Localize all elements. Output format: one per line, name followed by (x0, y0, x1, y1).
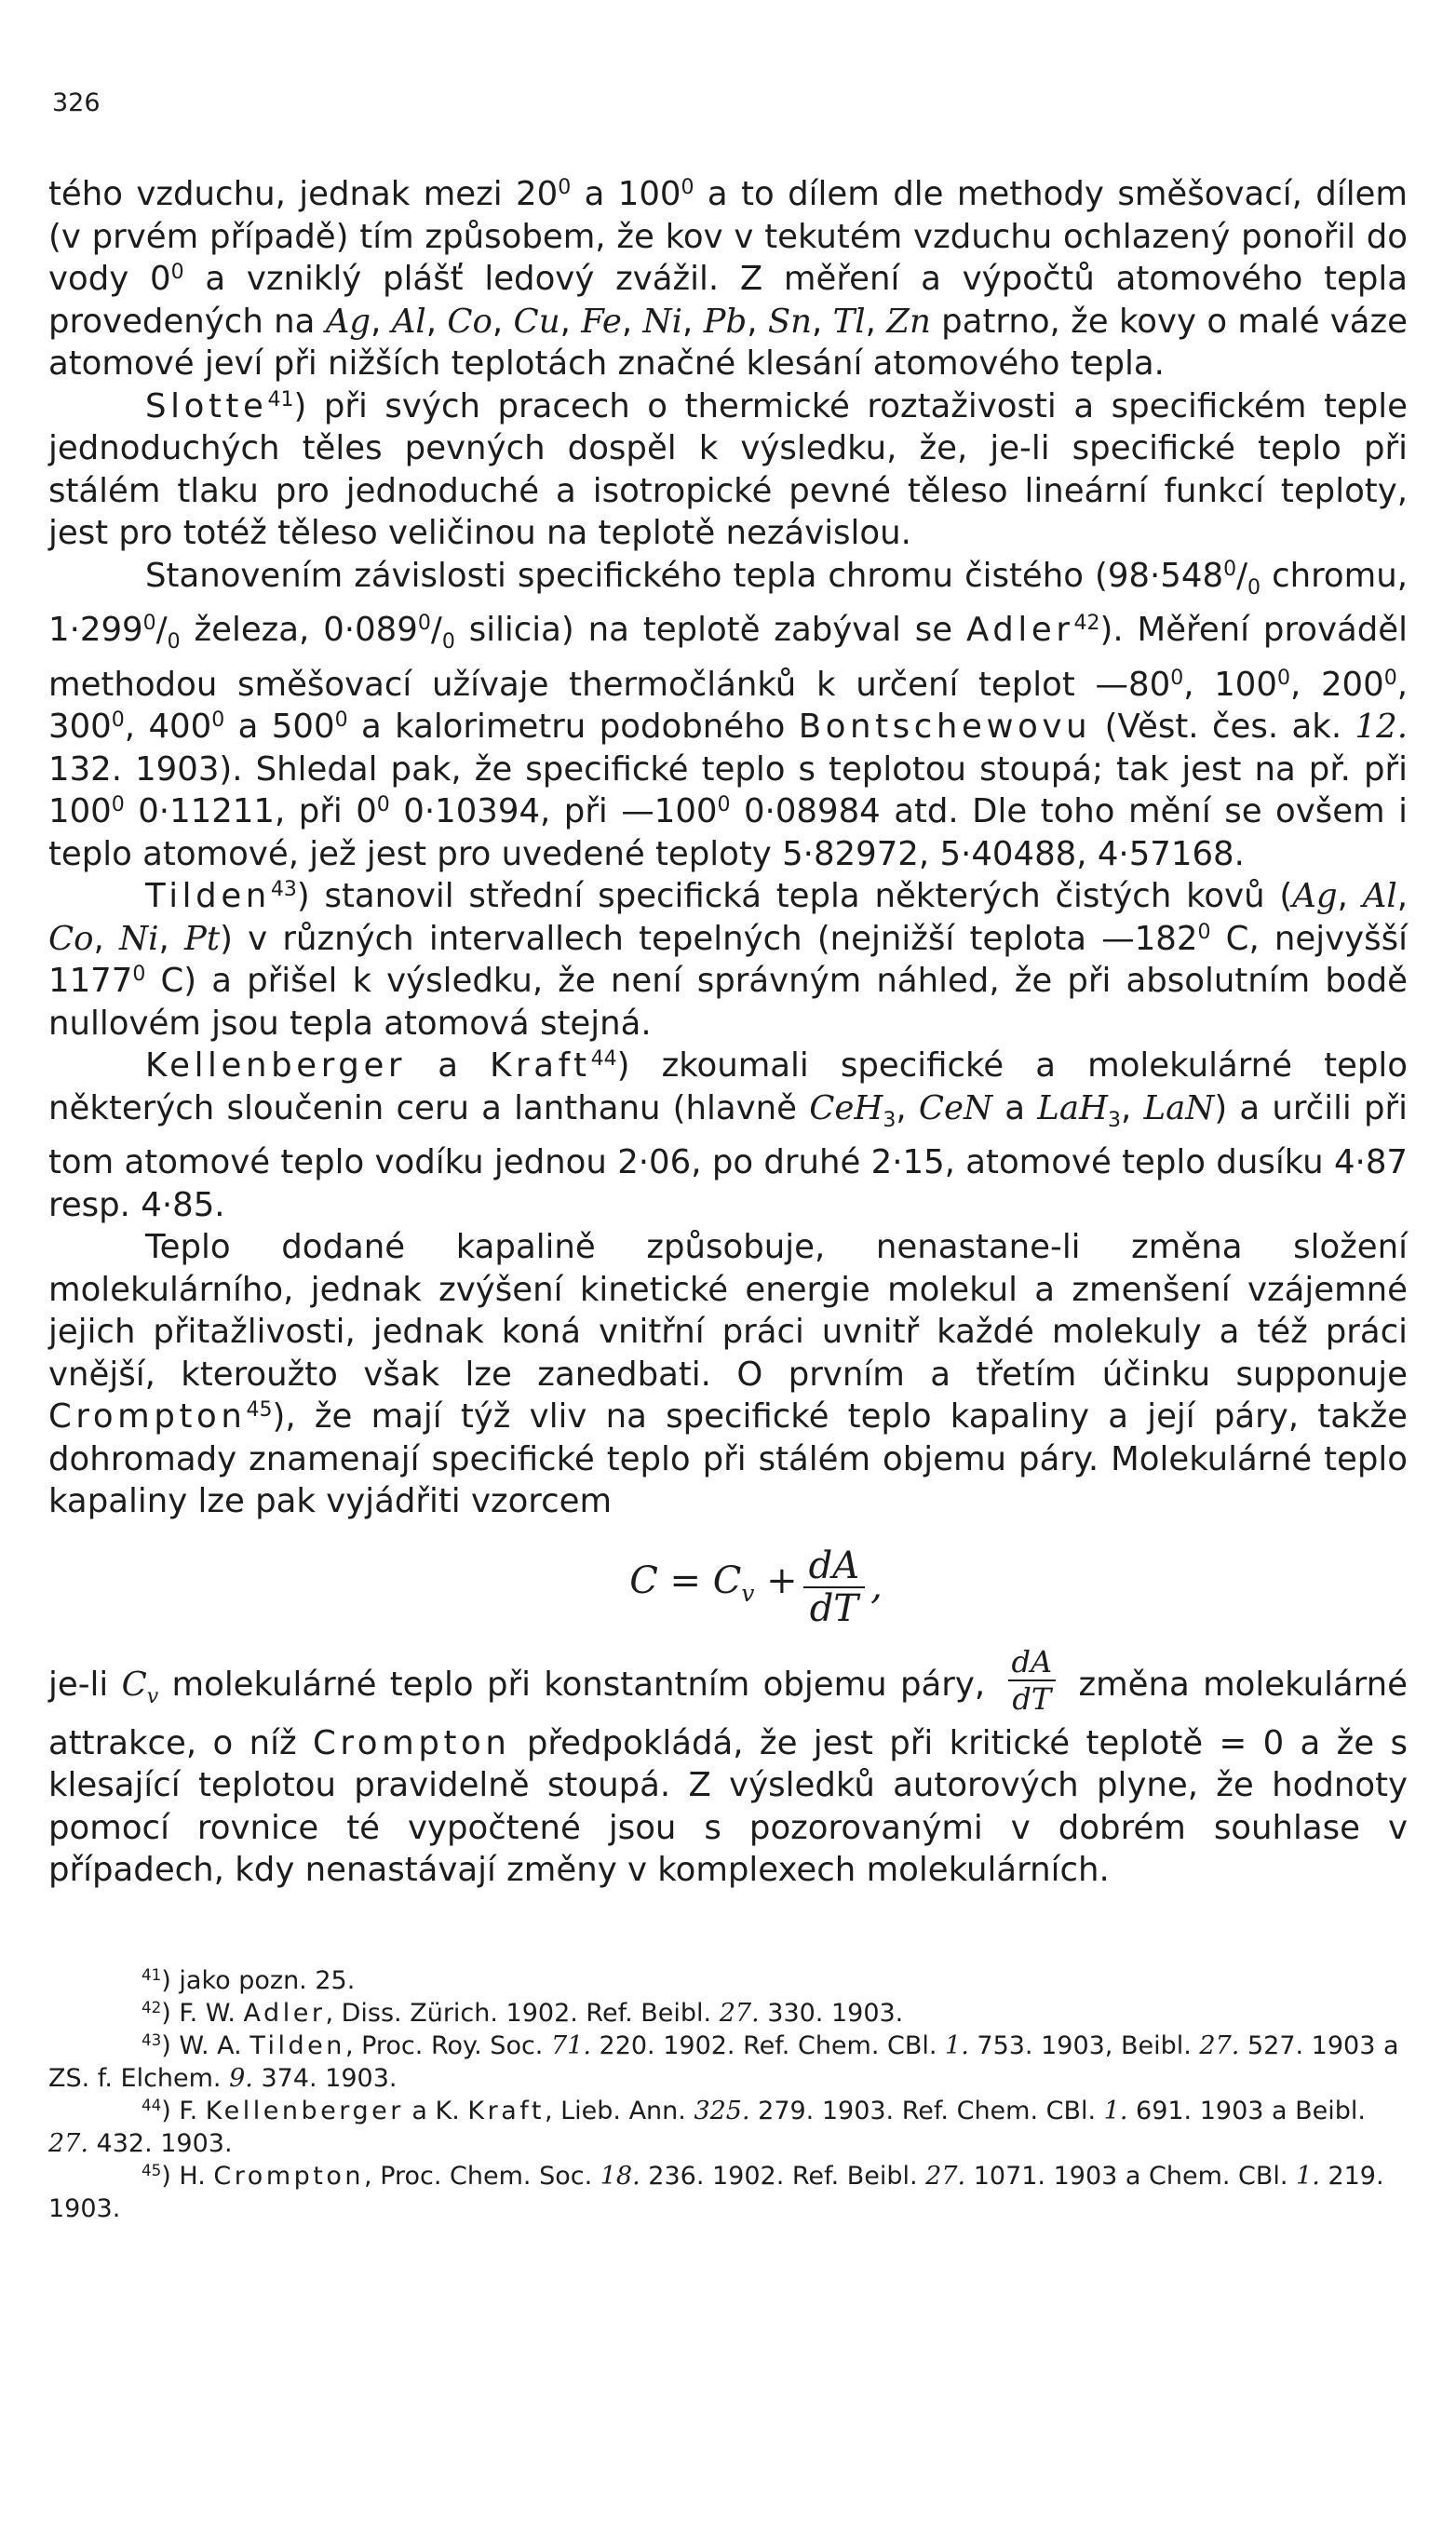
footnote-41: $^{41}$) jako pozn. 25. (142, 1964, 356, 1995)
paragraph-3: Stanovením závislosti specifického tepla chromu čistého ($98\cdot 548^0/_0$ chromu, $1\cdot 299^0/_0$ železa, $0\cdot 089^0/_0$ silicia) na teplotě zabýval se Adler$^{42}$). Měření prováděl methodou směšovací užívaje thermočlánků k určení teplot $—80^0$, $100^0$, $200^0$, $300^0$, $400^0$ a $500^0$ a kalorimetru podobného Bontschewovu (Věst. čes. ak. 12. 132. 1903). Shledal pak, že specifické teplo s teplotou stoupá; tak jest na př. při $100^0$ 0·11211, při $0^0$ 0·10394, při $—100^0$ 0·08984 atd. Dle toho mění se ovšem i teplo atomové, jež jest pro uvedené teploty 5·82972, 5·40488, 4·57168. (48, 556, 1408, 873)
footnote-44: $^{44}$) F. Kellenberger a K. Kraft, Lieb. Ann. 325. 279. 1903. Ref. Chem. CBl. 1. 691. 1903 a Beibl. 27. 432. 1903. (48, 2095, 1367, 2158)
main-text (48, 173, 1408, 1892)
paragraph-4: Tilden$^{43}$) stanovil střední specifická tepla některých čistých kovů (Ag, Al, Co, Ni, Pt) v různých intervallech tepelných (nejnižší teplota $—182^0$ C, nejvyšší 1177$^0$ C) a přišel k výsledku, že není správným náhled, že při absolutním bodě nullovém jsou tepla atomová stejná. (48, 877, 1409, 1043)
paragraph-7: je-li $C_v$ molekulárné teplo při konstantním objemu páry, $\frac{dA}{dT}$ změna molekulárné attrakce, o níž Crompton předpokládá, že jest při kritické teplotě = 0 a že s klesající teplotou pravidelně stoupá. Z výsledků autorových plyne, že hodnoty pomocí rovnice té vypočtené jsou s pozorovanými v dobrém souhlase v případech, kdy nenastávají změny v komplexech molekulárních. (48, 1643, 1408, 1890)
footnote-43: $^{43}$) W. A. Tilden, Proc. Roy. Soc. 71. 220. 1902. Ref. Chem. CBl. 1. 753. 1903, Beibl. 27. 527. 1903 a ZS. f. Elchem. 9. 374. 1903. (48, 2030, 1399, 2093)
footnote-42: $^{42}$) F. W. Adler, Diss. Zürich. 1902. Ref. Beibl. 27. 330. 1903. (142, 1997, 904, 2028)
page-number: 326 (52, 88, 101, 117)
paragraph-5: Kellenberger a Kraft$^{44}$) zkoumali specifické a molekulárné teplo některých sloučenin ceru a lanthanu (hlavně CeH$_3$, CeN a LaH$_3$, LaN) a určili při tom atomové teplo vodíku jednou 2·06, po druhé 2·15, atomové teplo dusíku 4·87 resp. 4·85. (48, 1046, 1409, 1224)
paragraph-1: tého vzduchu, jednak mezi $20^0$ a $100^0$ a to dílem dle methody směšovací, dílem (v prvém případě) tím způsobem, že kov v tekutém vzduchu ochlazený ponořil do vody $0^0$ a vzniklý plášť ledový zvážil. Z měření a výpočtů atomového tepla provedených na Ag, Al, Co, Cu, Fe, Ni, Pb, Sn, Tl, Zn patrno, že kovy o malé váze atomové jeví při nižších teplotách značné klesání atomového tepla. (48, 175, 1408, 383)
paragraph-6: Teplo dodané kapalině způsobuje, nenastane-li změna složení molekulárního, jednak zvýšení kinetické energie molekul a zmenšení vzájemné jejich přitažlivosti, jednak koná vnitřní práci uvnitř každé molekuly a též práci vnější, kteroužto však lze zanedbati. O prvním a třetím účinku supponuje Crompton$^{45}$), že mají týž vliv na specifické teplo kapaliny a její páry, takže dohromady znamenají specifické teplo při stálém objemu páry. Molekulárné teplo kapaliny lze pak vyjádřiti vzorcem (48, 1228, 1408, 1521)
formula: $C = C_v$ + $\frac{dA}{dT}$ , (629, 1544, 883, 1630)
footnotes (48, 1964, 1408, 2225)
footnote-45: $^{45}$) H. Crompton, Proc. Chem. Soc. 18. 236. 1902. Ref. Beibl. 27. 1071. 1903 a Chem. CBl. 1. 219. 1903. (48, 2160, 1384, 2223)
paragraph-2: Slotte$^{41}$) při svých pracech o thermické roztaživosti a specifickém teple jednoduchých těles pevných dospěl k výsledku, že, je-li specifické teplo při stálém tlaku pro jednoduché a isotropické pevné těleso lineární funkcí teploty, jest pro totéž těleso veličinou na teplotě nezávislou. (48, 386, 1408, 552)
